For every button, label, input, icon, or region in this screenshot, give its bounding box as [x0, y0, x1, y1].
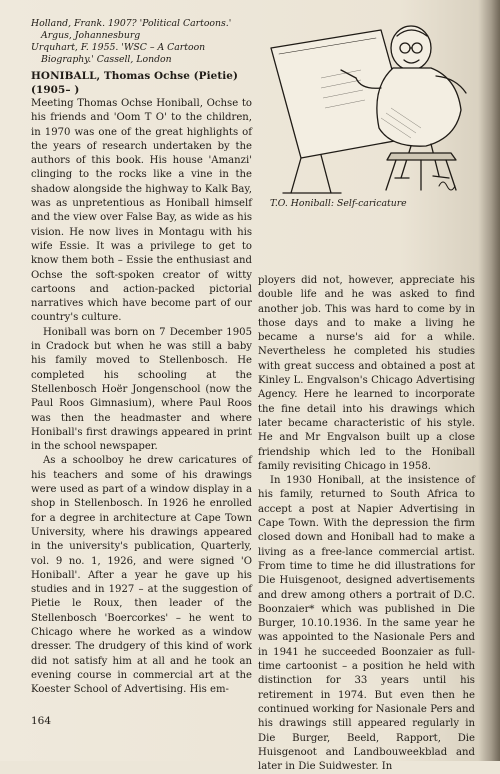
paragraph: As a schoolboy he drew caricatures of his teachers and some of his drawings were used as part of a window display in a shop in Stellenbosch. In 1926 he enrolled for a degree in architecture at Cape Town University, where his drawings appeared in the university's publication, Quarterly, vol. 9 no. 1, 1926, and were signed 'O Honiball'. After a year he gave up his studies and in 1927 – at the suggestion of Pietie le Roux, then leader of the Stellenbosch 'Boercorkes' – he went to Chicago where he worked as a window dresser. The drudgery of this kind of work did not satisfy him at all and he took an evening course in commercial art at the Koester School of Advertising. His em- [31, 455, 252, 696]
reference-item: Urquhart, F. 1955. 'WSC – A Cartoon Biography.' Cassell, London [31, 42, 206, 65]
page-edge-shadow [478, 0, 500, 761]
paragraph: In 1930 Honiball, at the insistence of his family, returned to South Africa to accept a post at Napier Advertising in Cape Town. With the depression the firm closed down and Honiball had to make a living as a free-lance commercial artist. From time to time he did illustrations for Die Huisgenoot, designed advertisements and drew among others a portrait of D.C. Boonzaier* which was published in Die Burger, 10.10.1936. In the same year he was appointed to the Nasionale Pers and in 1941 he succeeded Boonzaier as full-time cartoonist – a position he held with distinction for 33 years until his retirement in 1974. But even then he continued working for Nasionale Pers and his drawings still appeared regularly in Die Burger, Beeld, Rapport, Die Huisgenoot and Landbouweekblad and later in Die Suidwester. In [258, 475, 475, 773]
page-number: 164 [31, 715, 52, 727]
paragraph: ployers did not, however, appreciate his double life and he was asked to find another job. This was hard to come by in those days and to make a living he became a nurse's aid for a while. Nevertheless he completed his studies with great success and obtained a post at Kinley L. Engvalson's Chicago Advertising Agency. Here he learned to incorporate the fine detail into his drawings which later became characteristic of his style. He and Mr Engvalson built up a close friendship which led to the Honiball family revisiting Chicago in 1958. [258, 275, 475, 472]
paragraph: Meeting Thomas Ochse Honiball, Ochse to his friends and 'Oom T O' to the children, in 1970 was one of the great highlights of the years of research undertaken by the authors of this book. His house 'Amanzi' clinging to the rocks like a vine in the shadow alongside the highway to Kalk Bay, was as unpretentious as Honiball himself and the view over False Bay, as wide as his vision. He now lives in Montagu with his wife Essie. It was a privilege to get to know them both – Essie the enthusiast and Ochse the soft-spoken creator of witty cartoons and action-packed pictorial narratives which have become part of our country's culture. [31, 98, 252, 324]
right-column [258, 274, 475, 774]
paragraph: Honiball was born on 7 December 1905 in Cradock but when he was still a baby his family moved to Stellenbosch. He completed his schooling at the Stellenbosch Hoër Jongenschool (now the Paul Roos Gimnasium), where Paul Roos was then the headmaster and where Honiball's first drawings appeared in print in the school newspaper. [31, 326, 252, 453]
self-caricature-illustration [261, 18, 475, 196]
entry-dates: (1905– ) [31, 83, 80, 96]
reference-item: Holland, Frank. 1907? 'Political Cartoons.' Argus, Johannesburg [31, 18, 232, 41]
reference-list [31, 18, 252, 66]
left-column [31, 18, 252, 697]
entry-name: HONIBALL, Thomas Ochse (Pietie) [31, 70, 239, 82]
illustration-caption: T.O. Honiball: Self-caricature [270, 198, 407, 209]
